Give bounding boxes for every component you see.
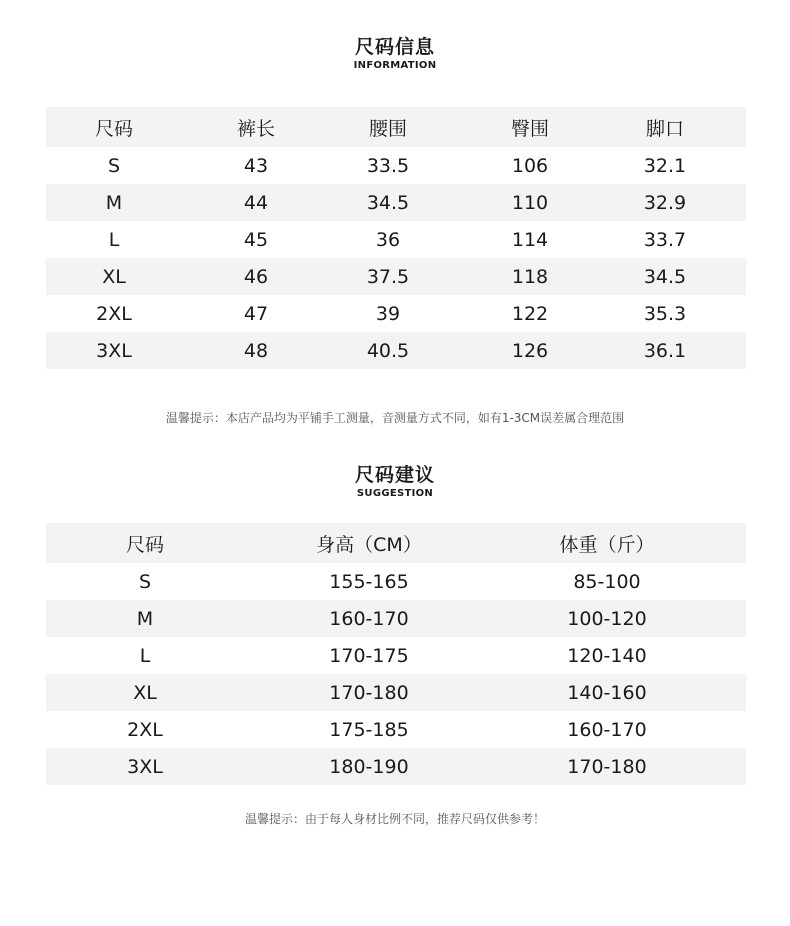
- table-row: [46, 748, 746, 785]
- table-header-row: [46, 107, 746, 147]
- table-row: [46, 711, 746, 748]
- table-cell: L: [108, 228, 120, 251]
- table-cell: 40.5: [366, 339, 410, 362]
- table-cell: 32.9: [643, 191, 687, 214]
- table-cell: 175-185: [329, 718, 409, 741]
- table-cell: 36: [375, 228, 401, 251]
- table-row: [46, 332, 746, 369]
- table-cell: M: [136, 607, 154, 630]
- info-subtitle: INFORMATION: [353, 60, 437, 71]
- table-cell: 160-170: [329, 607, 409, 630]
- header-cell: 体重（斤）: [559, 533, 655, 556]
- table-cell: 39: [375, 302, 401, 325]
- table-cell: 114: [511, 228, 549, 251]
- table-cell: 47: [243, 302, 269, 325]
- table-cell: 34.5: [643, 265, 687, 288]
- table-cell: 170-175: [329, 644, 409, 667]
- table-row: [46, 600, 746, 637]
- header-cell: 尺码: [125, 533, 164, 556]
- table-cell: 120-140: [567, 644, 647, 667]
- table-cell: 155-165: [329, 570, 409, 593]
- table-cell: 106: [511, 154, 549, 177]
- table-cell: 170-180: [567, 755, 647, 778]
- table-cell: 2XL: [96, 302, 132, 325]
- table-cell: 118: [511, 265, 549, 288]
- table-cell: 3XL: [127, 755, 163, 778]
- header-cell: 尺码: [94, 117, 133, 140]
- table-cell: 85-100: [573, 570, 641, 593]
- table-cell: S: [138, 570, 152, 593]
- suggestion-subtitle: SUGGESTION: [356, 488, 434, 499]
- table-cell: 2XL: [127, 718, 163, 741]
- table-row: [46, 258, 746, 295]
- table-cell: 180-190: [329, 755, 409, 778]
- size-info-table: [46, 107, 746, 369]
- table-cell: XL: [102, 265, 126, 288]
- table-cell: 37.5: [366, 265, 410, 288]
- table-row: [46, 674, 746, 711]
- table-cell: 43: [243, 154, 269, 177]
- table-cell: 170-180: [329, 681, 409, 704]
- table-cell: XL: [133, 681, 157, 704]
- size-suggestion-table: [46, 523, 746, 785]
- table-cell: 48: [243, 339, 269, 362]
- table-row: [46, 221, 746, 258]
- header-cell: 脚口: [645, 117, 684, 140]
- header-cell: 臀围: [510, 117, 549, 140]
- table-cell: 122: [511, 302, 549, 325]
- table-cell: 160-170: [567, 718, 647, 741]
- table-cell: 126: [511, 339, 549, 362]
- table-row: [46, 184, 746, 221]
- header-cell: 裤长: [236, 117, 275, 140]
- table-cell: L: [139, 644, 151, 667]
- table-cell: 33.7: [643, 228, 687, 251]
- table-cell: 140-160: [567, 681, 647, 704]
- header-cell: 身高（CM）: [316, 533, 422, 556]
- table-cell: S: [107, 154, 121, 177]
- table-header-row: [46, 523, 746, 563]
- table-cell: 44: [243, 191, 269, 214]
- table-cell: 110: [511, 191, 549, 214]
- table-cell: 45: [243, 228, 269, 251]
- table-row: [46, 147, 746, 184]
- header-cell: 腰围: [368, 117, 407, 140]
- table-row: [46, 637, 746, 674]
- table-cell: 100-120: [567, 607, 647, 630]
- table-cell: 3XL: [96, 339, 132, 362]
- table-cell: 33.5: [366, 154, 410, 177]
- table-cell: M: [105, 191, 123, 214]
- table-row: [46, 295, 746, 332]
- table-cell: 35.3: [643, 302, 687, 325]
- table-cell: 32.1: [643, 154, 687, 177]
- table-cell: 34.5: [366, 191, 410, 214]
- table-row: [46, 563, 746, 600]
- suggestion-title: 尺码建议: [354, 464, 435, 486]
- table-cell: 46: [243, 265, 269, 288]
- info-title: 尺码信息: [354, 36, 435, 58]
- table-cell: 36.1: [643, 339, 687, 362]
- suggestion-note: 温馨提示：由于每人身材比例不同，推荐尺码仅供参考！: [244, 812, 545, 826]
- measurement-note: 温馨提示：本店产品均为平铺手工测量，音测量方式不同，如有1-3CM误差属合理范围: [165, 411, 625, 425]
